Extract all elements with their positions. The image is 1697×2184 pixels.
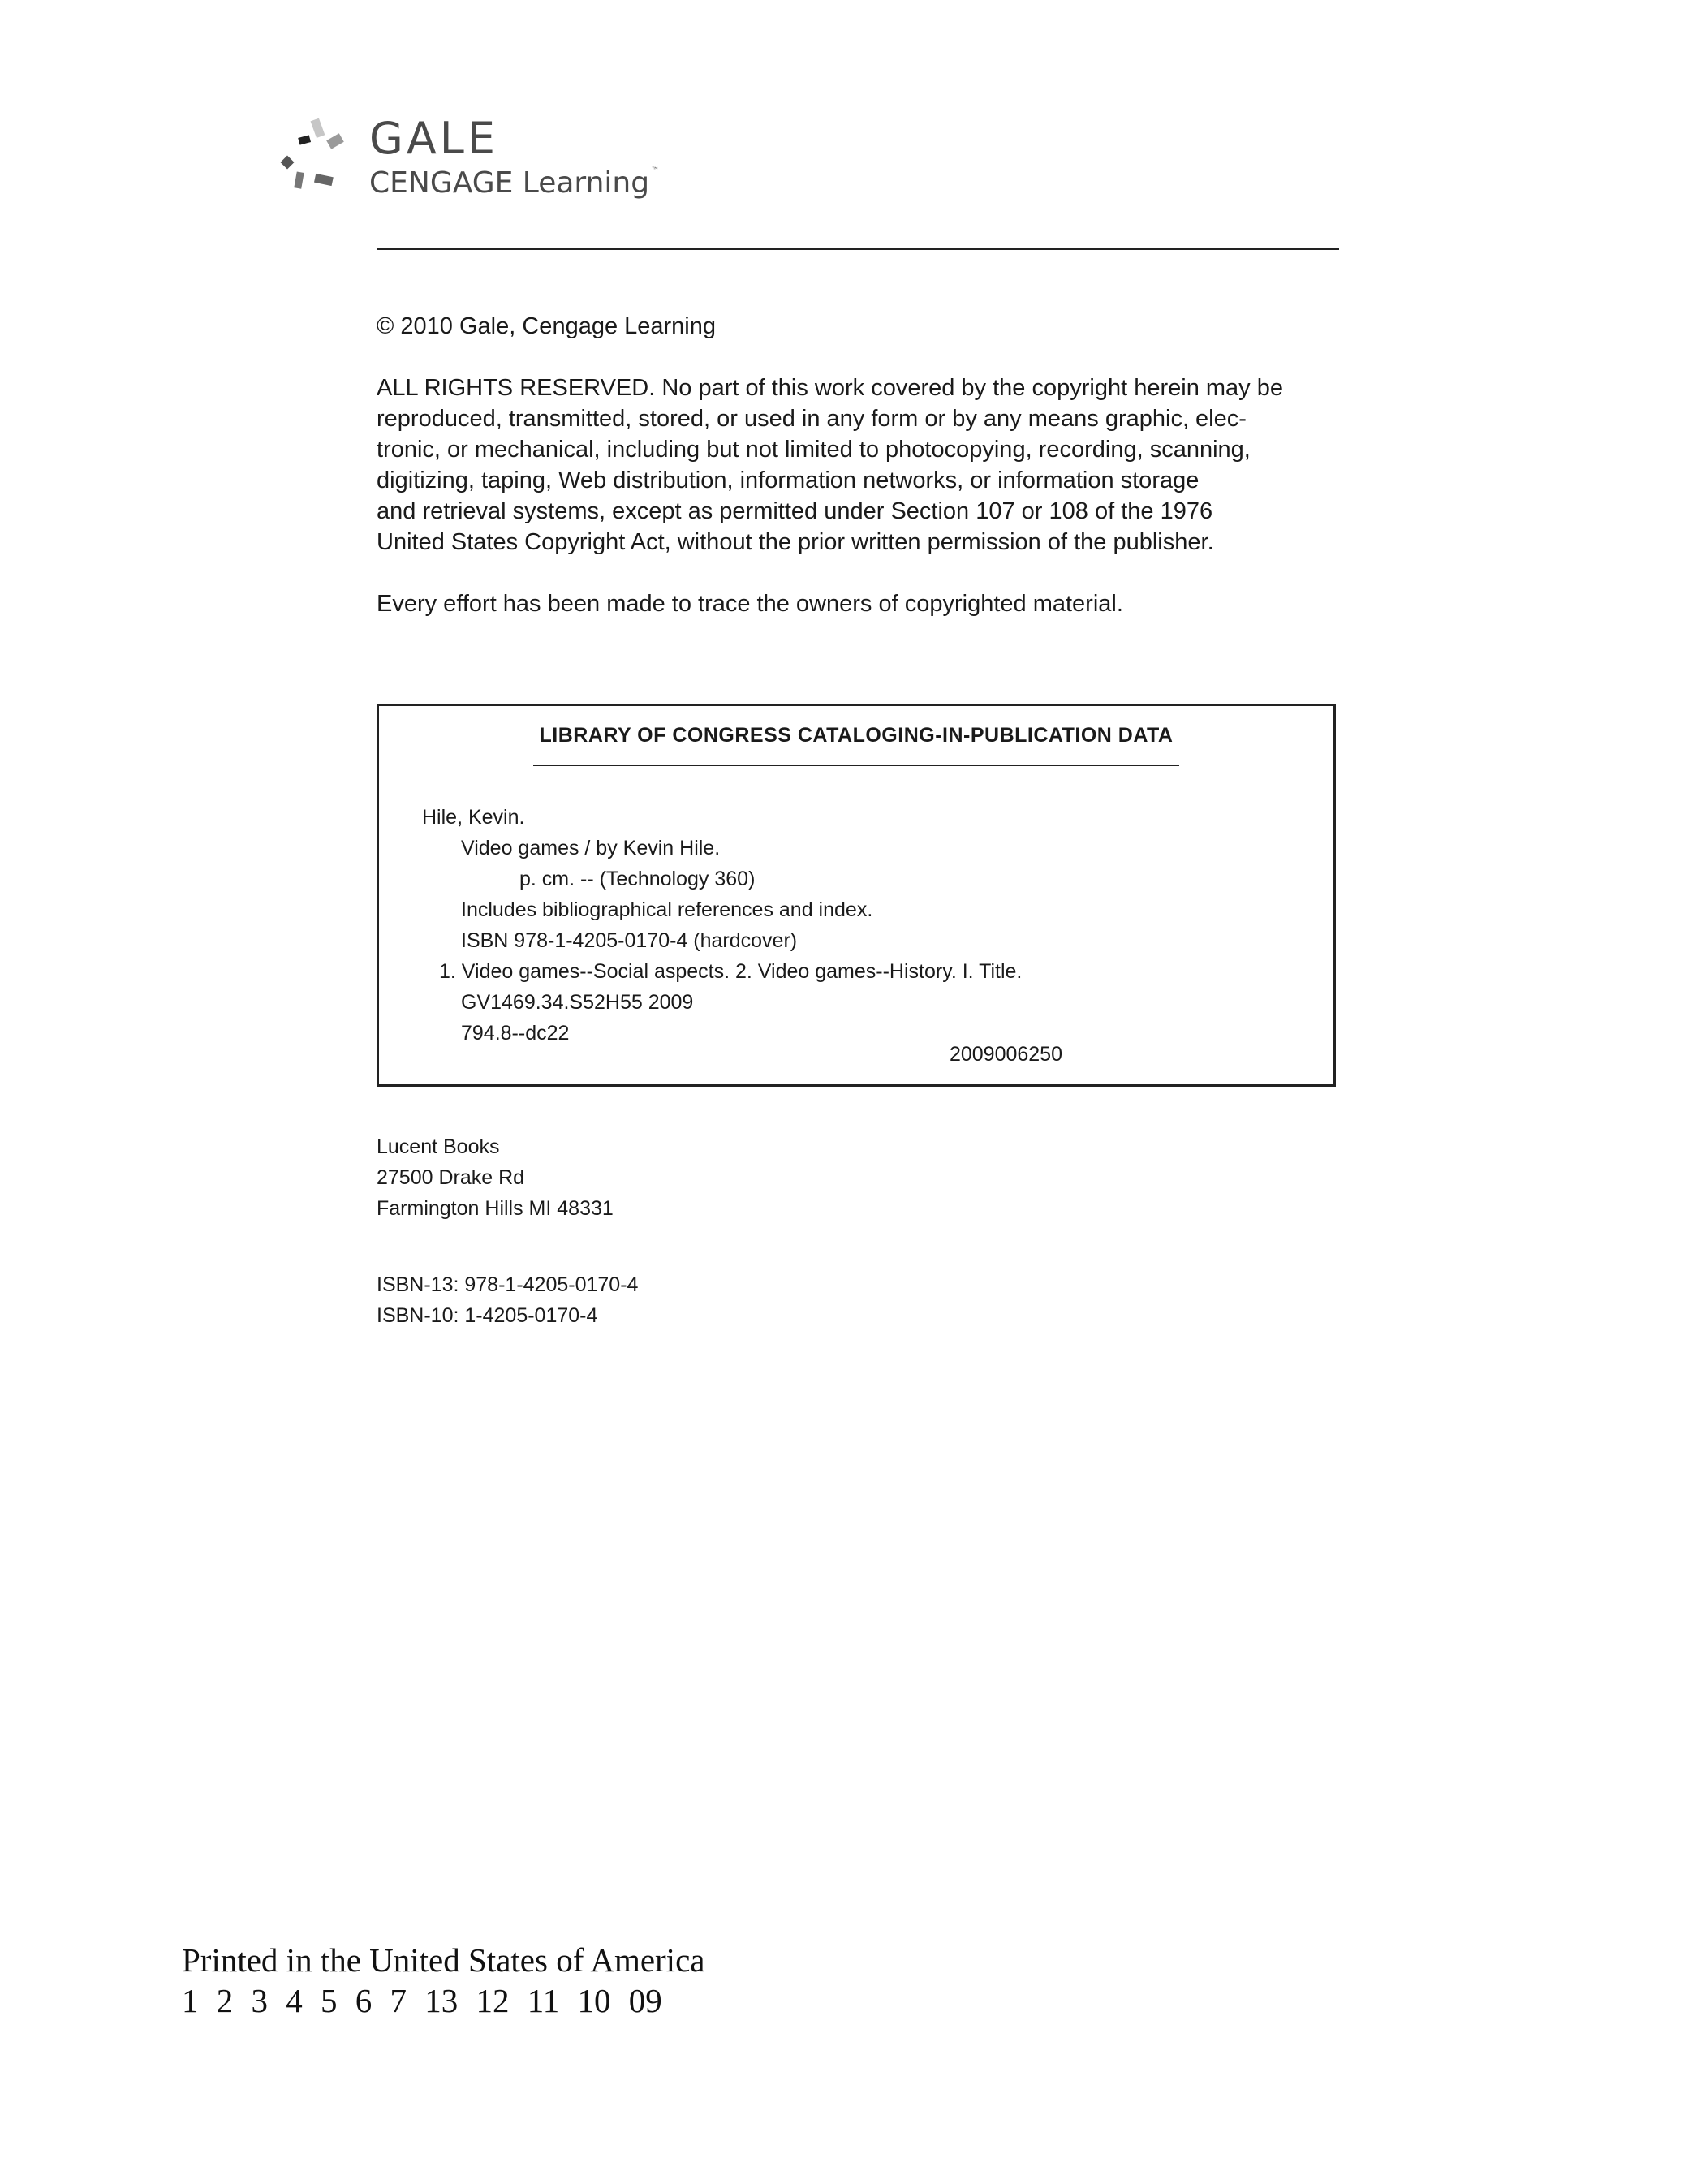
- publisher-name: Lucent Books: [377, 1135, 500, 1158]
- cip-isbn: ISBN 978-1-4205-0170-4 (hardcover): [461, 929, 798, 952]
- isbn-10: ISBN-10: 1-4205-0170-4: [377, 1304, 598, 1327]
- cip-record: [422, 802, 1315, 1049]
- cip-title-underline: [533, 765, 1179, 766]
- printed-country: Printed in the United States of America: [182, 1941, 705, 1979]
- rights-line: ALL RIGHTS RESERVED. No part of this work covered by the copyright herein may be: [377, 375, 1283, 401]
- cip-author: Hile, Kevin.: [422, 806, 525, 829]
- cip-data-box: [377, 704, 1336, 1087]
- header-divider: [377, 248, 1339, 250]
- publisher-street: 27500 Drake Rd: [377, 1166, 525, 1189]
- cip-dewey: 794.8--dc22: [461, 1022, 570, 1045]
- cip-lc-classification: GV1469.34.S52H55 2009: [461, 991, 694, 1014]
- cip-physical-description: p. cm. -- (Technology 360): [519, 868, 756, 890]
- printer-key: 1 2 3 4 5 6 7 13 12 11 10 09: [182, 1982, 662, 2019]
- rights-line: and retrieval systems, except as permitted under Section 107 or 108 of the 1976: [377, 498, 1213, 524]
- publisher-address: [377, 1131, 614, 1224]
- publisher-logo: [276, 115, 698, 213]
- rights-line: digitizing, taping, Web distribution, information networks, or information storage: [377, 467, 1200, 493]
- copyright-effort-note: Every effort has been made to trace the owners of copyrighted material.: [377, 591, 1123, 617]
- logo-cengage-text: [369, 166, 660, 200]
- rights-line: tronic, or mechanical, including but not limited to photocopying, recording, scanning,: [377, 437, 1251, 463]
- cip-notes: Includes bibliographical references and index.: [461, 898, 873, 921]
- printing-info: [182, 1940, 704, 2021]
- rights-line: United States Copyright Act, without the prior written permission of the publisher.: [377, 529, 1214, 555]
- copyright-notice: © 2010 Gale, Cengage Learning: [377, 313, 717, 339]
- rights-reserved-paragraph: [377, 373, 1350, 558]
- rights-line: reproduced, transmitted, stored, or used in any form or by any means graphic, elec-: [377, 406, 1247, 432]
- logo-gale-text: GALE: [369, 113, 498, 164]
- publisher-city: Farmington Hills MI 48331: [377, 1197, 614, 1220]
- cip-lccn: 2009006250: [949, 1043, 1062, 1066]
- cip-title-statement: Video games / by Kevin Hile.: [461, 837, 721, 859]
- copyright-section: [377, 311, 1350, 619]
- isbn-block: [377, 1269, 638, 1331]
- cip-subjects: 1. Video games--Social aspects. 2. Video games--History. I. Title.: [439, 960, 1023, 983]
- logo-cengage-label: CENGAGE Learning: [369, 166, 650, 200]
- trademark-symbol: ™: [651, 166, 660, 175]
- cip-title: LIBRARY OF CONGRESS CATALOGING-IN-PUBLICATION DATA: [539, 724, 1174, 747]
- cengage-starburst-icon: [276, 115, 369, 196]
- isbn-13: ISBN-13: 978-1-4205-0170-4: [377, 1273, 639, 1296]
